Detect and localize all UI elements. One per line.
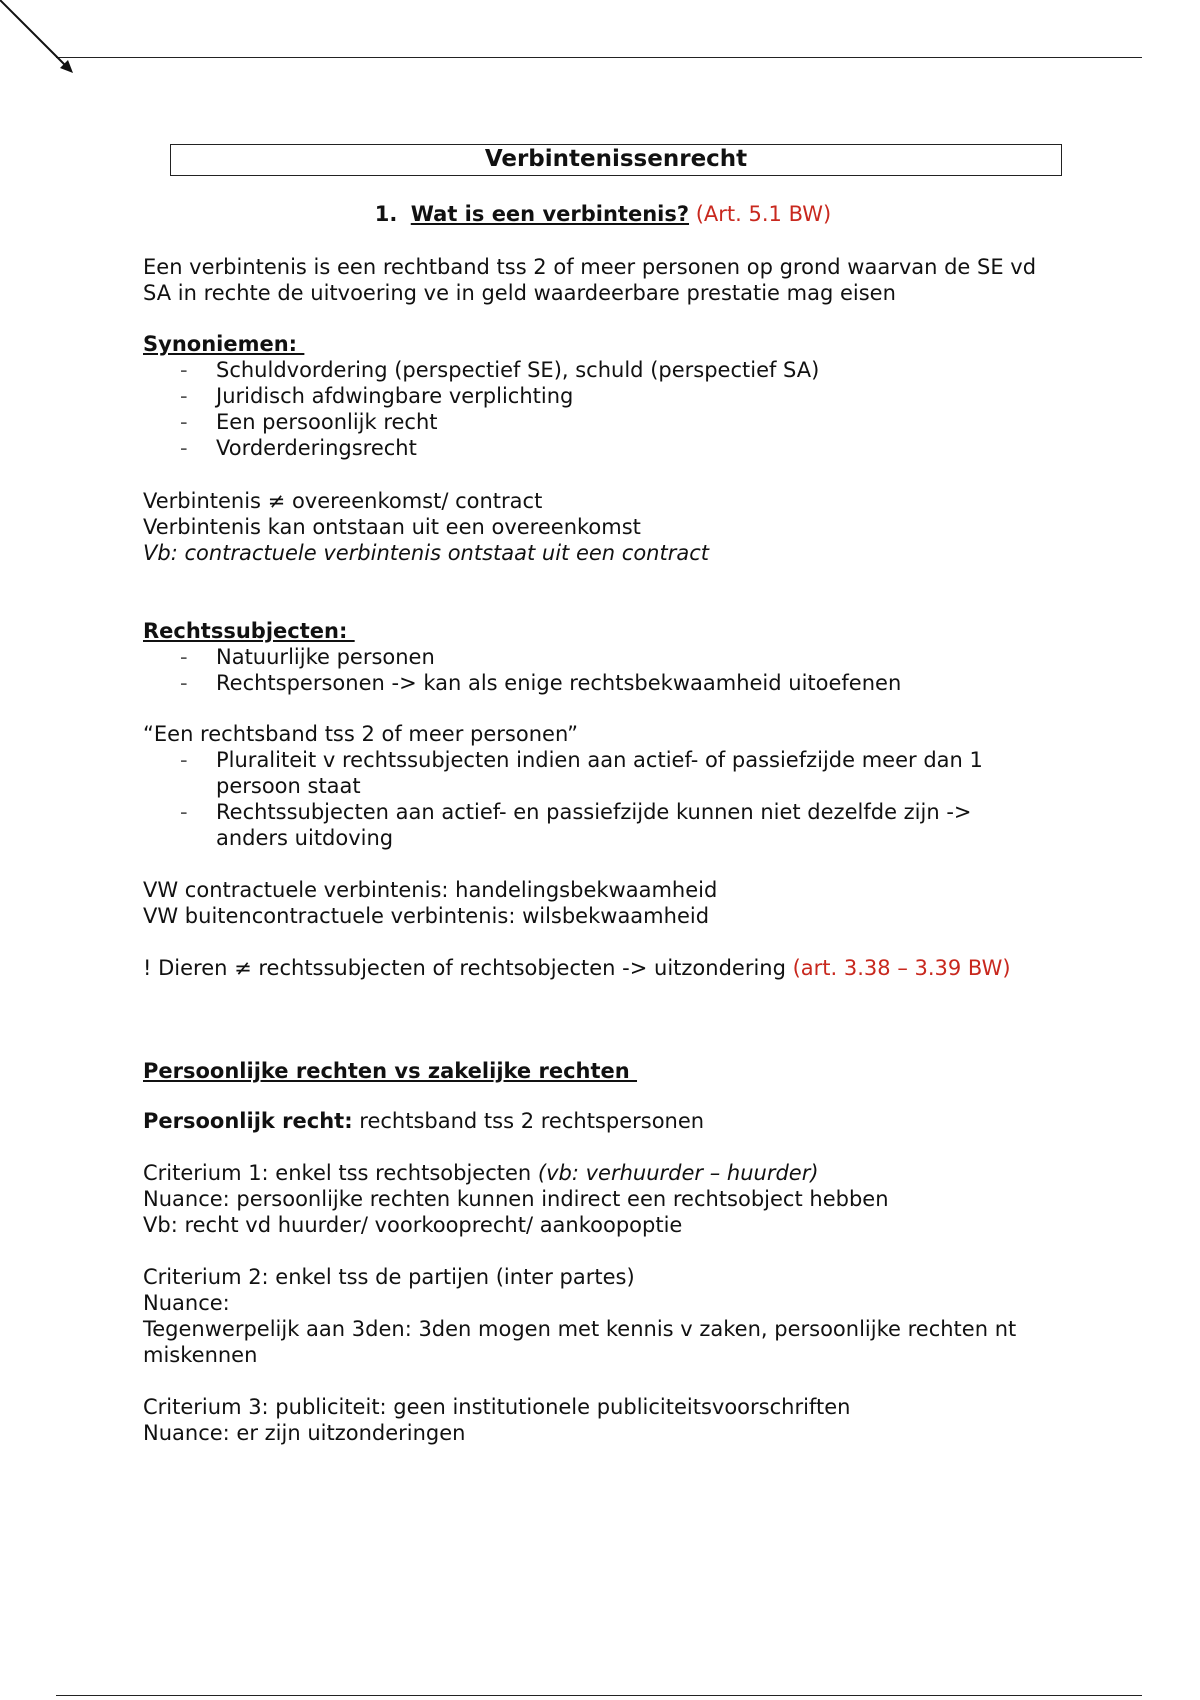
- list-item: - Rechtspersonen -> kan als enige rechtsbekwaamheid uitoefenen: [143, 670, 1063, 696]
- criterium-line: Nuance: persoonlijke rechten kunnen indirect een rechtsobject hebben: [143, 1187, 889, 1211]
- criterium1-section: [143, 1160, 1063, 1238]
- top-rule: [56, 57, 1142, 58]
- vw-line: VW contractuele verbintenis: handelingsbekwaamheid: [143, 878, 718, 902]
- corner-arrow-icon: [0, 0, 80, 80]
- dieren-text: ! Dieren ≠ rechtssubjecten of rechtsobjecten -> uitzondering: [143, 956, 793, 980]
- criterium2-section: [143, 1264, 1063, 1368]
- list-item: - Pluraliteit v rechtssubjecten indien aan actief- of passiefzijde meer dan 1 persoon staat: [143, 747, 1043, 799]
- dieren-ref: (art. 3.38 – 3.39 BW): [792, 956, 1011, 980]
- criterium-text: Criterium 1: enkel tss rechtsobjecten: [143, 1161, 538, 1185]
- synoniemen-list: [143, 357, 1063, 461]
- section-number: 1.: [374, 202, 398, 226]
- definition-paragraph: Een verbintenis is een rechtband tss 2 of meer personen op grond waarvan de SE vd SA in rechte de uitvoering ve in geld waardeerbare prestatie mag eisen: [143, 255, 1037, 305]
- persoonlijk-definition: [143, 1108, 1063, 1134]
- rechtssubjecten-list: [143, 644, 1063, 696]
- list-item: - Vorderderingsrecht: [143, 435, 1063, 461]
- synoniemen-section: [143, 331, 1063, 461]
- dieren-paragraph: [143, 955, 1023, 981]
- criterium-line: Nuance:: [143, 1291, 230, 1315]
- criterium-line: Tegenwerpelijk aan 3den: 3den mogen met kennis v zaken, persoonlijke rechten nt miskennen: [143, 1317, 1017, 1367]
- contract-section: [143, 488, 1063, 566]
- contract-line: Verbintenis kan ontstaan uit een overeenkomst: [143, 515, 641, 539]
- definition-text: rechtsband tss 2 rechtspersonen: [352, 1109, 705, 1133]
- criterium-line: Nuance: er zijn uitzonderingen: [143, 1421, 466, 1445]
- criterium-line: Criterium 3: publiciteit: geen institutionele publiciteitsvoorschriften: [143, 1395, 851, 1419]
- section-title: Wat is een verbintenis?: [410, 202, 690, 226]
- list-item: - Juridisch afdwingbare verplichting: [143, 383, 1063, 409]
- list-item: - Een persoonlijk recht: [143, 409, 1063, 435]
- quote-section: [143, 721, 1063, 851]
- persoonlijk-heading: Persoonlijke rechten vs zakelijke rechten: [143, 1059, 638, 1083]
- list-item: - Rechtssubjecten aan actief- en passiefzijde kunnen niet dezelfde zijn -> anders uitdoving: [143, 799, 1043, 851]
- vw-section: [143, 877, 1063, 929]
- definition-label: Persoonlijk recht:: [143, 1109, 353, 1133]
- contract-line: Verbintenis ≠ overeenkomst/ contract: [143, 489, 543, 513]
- rechtssubjecten-section: [143, 618, 1063, 696]
- list-item: - Schuldvordering (perspectief SE), schuld (perspectief SA): [143, 357, 1063, 383]
- document-title: Verbintenissenrecht: [170, 144, 1062, 176]
- quote-list: [143, 747, 1043, 851]
- criterium3-section: [143, 1394, 1063, 1446]
- section-heading: [143, 201, 1063, 227]
- contract-example: Vb: contractuele verbintenis ontstaat uit een contract: [143, 541, 710, 565]
- criterium-line: Criterium 2: enkel tss de partijen (inter partes): [143, 1265, 635, 1289]
- rechtssubjecten-heading: Rechtssubjecten:: [143, 619, 355, 643]
- synoniemen-heading: Synoniemen:: [143, 332, 305, 356]
- bottom-rule: [56, 1695, 1142, 1696]
- criterium-line: [143, 1160, 1063, 1186]
- criterium-example: (vb: verhuurder – huurder): [537, 1161, 819, 1185]
- criterium-line: Vb: recht vd huurder/ voorkooprecht/ aankoopoptie: [143, 1213, 683, 1237]
- section-ref: (Art. 5.1 BW): [695, 202, 832, 226]
- quote-text: “Een rechtsband tss 2 of meer personen”: [143, 722, 578, 746]
- list-item: - Natuurlijke personen: [143, 644, 1063, 670]
- vw-line: VW buitencontractuele verbintenis: wilsbekwaamheid: [143, 904, 710, 928]
